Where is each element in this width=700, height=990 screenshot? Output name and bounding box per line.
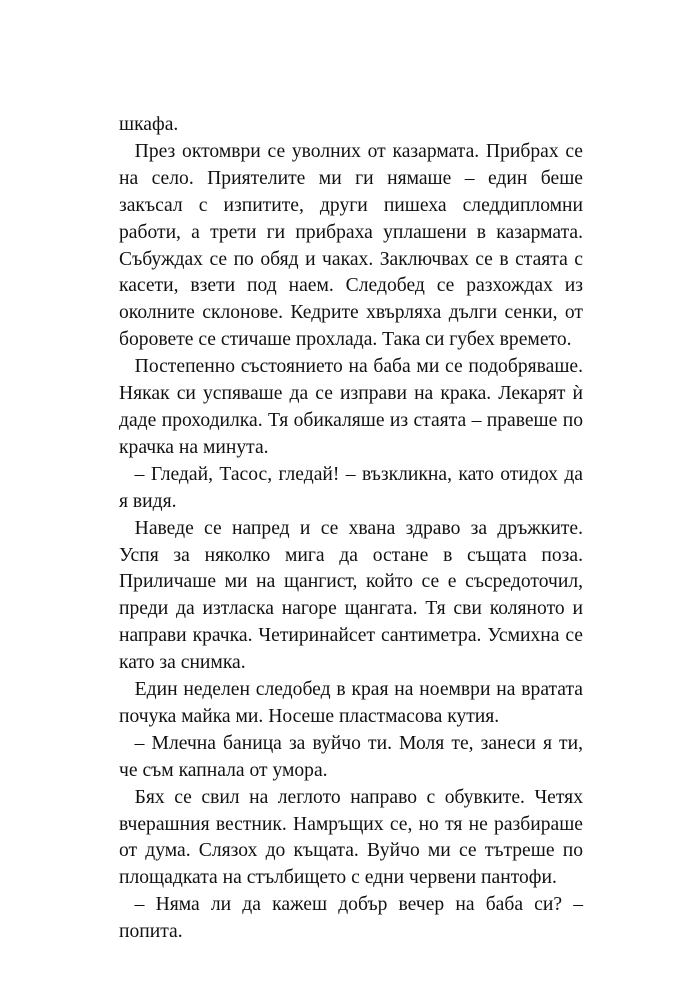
page-body-text xyxy=(119,112,583,946)
paragraph-dialogue: – Няма ли да кажеш добър вечер на баба си? – попита. xyxy=(119,894,583,943)
paragraph: Бях се свил на леглото направо с обувките. Четях вчерашния вестник. Намръщих се, но тя не разбираше от дума. Слязох до къщата. Вуйчо ми се тътреше по площадката на стълбището с едни червени пантофи. xyxy=(119,786,583,889)
paragraph-dialogue: – Млечна баница за вуйчо ти. Моля те, занеси я ти, че съм капнала от умора. xyxy=(119,732,583,781)
paragraph: През октомври се уволних от казармата. Прибрах се на село. Приятелите ми ги нямаше – един беше закъсал с изпитите, други пишеха следдипломни работи, а трети ги прибраха уплашени в казармата. Събуждах се по обяд и чаках. Заключвах се в стаята с касети, взети под наем. Следобед се разхождах из околните склонове. Кедрите хвърляха дълги сенки, от боровете се стичаше прохлада. Така си губех времето. xyxy=(119,140,583,351)
paragraph-dialogue: – Гледай, Тасос, гледай! – възкликна, като отидох да я видя. xyxy=(119,463,583,512)
paragraph: Един неделен следобед в края на ноември на вратата почука майка ми. Носеше пластмасова кутия. xyxy=(119,679,583,727)
paragraph: Наведе се напред и се хвана здраво за дръжките. Успя за няколко мига да остане в същата поза. Приличаше ми на щангист, който се е съсредоточил, преди да изтласка нагоре щангата. Тя сви коляното и направи крачка. Четиринайсет сантиметра. Усмихна се като за снимка. xyxy=(119,517,583,674)
paragraph: Постепенно състоянието на баба ми се подобряваше. Някак си успяваше да се изправи на крака. Лекарят ѝ даде проходилка. Тя обикаляше из стаята – правеше по крачка на минута. xyxy=(119,356,583,458)
paragraph-continuation: шкафа. xyxy=(119,114,179,135)
